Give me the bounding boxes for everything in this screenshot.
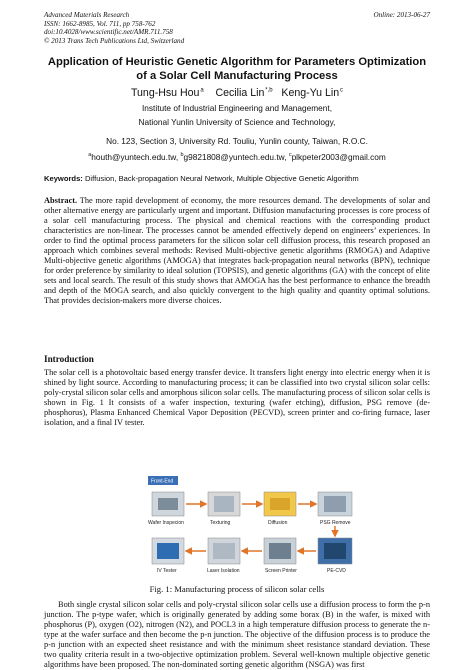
- step-pe-cvd-label: PE-CVD: [327, 568, 346, 574]
- author-1-mark: a: [200, 87, 204, 94]
- title-line-2: of a Solar Cell Manufacturing Process: [136, 69, 338, 82]
- abstract-label: Abstract.: [44, 196, 78, 205]
- step-wafer-inspection-label: Wafer Inspecion: [148, 520, 184, 526]
- step-texturing: [208, 492, 240, 526]
- step-psg-remove: [318, 492, 352, 526]
- keywords-label: Keywords:: [44, 174, 83, 183]
- author-3: Keng-Yu Lin: [281, 87, 340, 99]
- email-c-mark: c: [288, 152, 292, 158]
- copyright-line: © 2013 Trans Tech Publications Ltd, Switzerland: [44, 36, 185, 45]
- keywords: [44, 174, 432, 183]
- journal-header: [44, 11, 430, 45]
- step-pe-cvd: [318, 538, 352, 574]
- step-iv-tester: [152, 538, 184, 574]
- title-line-1: Application of Heuristic Genetic Algorithm for Parameters Optimization: [47, 56, 427, 68]
- intro-paragraph-1: The solar cell is a photovoltaic based energy transfer device. It transfers light energy into electric energy when it is shined by light source. According to manufacturing process; it can be classified into two crystal silicon solar cells: poly-crystal silicon solar cells and amorphous silicon solar cells. The manufacturing process of silicon solar cells is shown in Fig. 1 It consists of a wafer inspection, texturing (wafer etching), diffusion, PSG remove (de-phosphorus), Plasma Enhanced Chemical Vapor Deposition (PECVD), screen printer and co-firing furnace, laser isolation, and a final IV tester.: [44, 368, 430, 428]
- step-screen-printer-label: Screen Printer: [265, 568, 297, 574]
- email-c[interactable]: plkpeter2003@gmail.com: [291, 151, 386, 162]
- step-psg-remove-label: PSG Remove: [320, 520, 351, 526]
- issn-line: ISSN: 1662-8985, Vol. 711, pp 758-762: [44, 19, 156, 28]
- author-1: Tung-Hsu Hou: [130, 87, 200, 99]
- step-laser-isolation-label: Laser Isolation: [207, 568, 240, 574]
- keywords-text: Diffusion, Back-propagation Neural Network, Multiple Objective Genetic Algorithm: [84, 174, 359, 183]
- step-iv-tester-label: IV Tester: [157, 568, 177, 574]
- affiliation-line-1: Institute of Industrial Engineering and Management,: [141, 103, 333, 113]
- affiliation-line-2: National Yunlin University of Science and Technology,: [138, 117, 336, 127]
- front-end-label: Front-End: [151, 478, 174, 485]
- step-wafer-inspection: [148, 492, 184, 526]
- author-3-mark: c: [340, 87, 344, 94]
- email-a-mark: a: [88, 152, 92, 158]
- step-diffusion: [264, 492, 296, 526]
- step-screen-printer: [264, 538, 297, 574]
- step-laser-isolation: [207, 538, 240, 574]
- process-figure: [144, 474, 374, 578]
- section-heading-introduction: Introduction: [44, 354, 94, 364]
- step-diffusion-label: Diffusion: [268, 520, 288, 526]
- email-a[interactable]: houth@yuntech.edu.tw,: [91, 151, 179, 162]
- paper-title: [30, 56, 444, 83]
- doi-line[interactable]: doi:10.4028/www.scientific.net/AMR.711.758: [44, 28, 173, 37]
- intro-paragraph-2: Both single crystal silicon solar cells and poly-crystal silicon solar cells use a diffusion process to form the p-n junction. The p-type wafer, which is originally generated by adding some borax (B) in the wafer, is mixed with phosphorus (P), oxygen (O2), nitrogen (N2), and POCL3 in a high temperature diffusion process to generate the n-type at the wafer surface and then become the p-n junction. The objective of the diffusion process is to produce the p-n junction with an expected sheet resistance and with the minimum sheet resistance standard deviation. These two quality criteria result in a two-objective optimization problem. Several well-known multiple objective genetic algorithms have been proposed. The non-dominated sorting genetic algorithm (NSGA) was first: [44, 600, 430, 670]
- journal-name: Advanced Materials Research: [44, 11, 130, 19]
- online-date: Online: 2013-06-27: [373, 11, 430, 19]
- author-list: [30, 87, 444, 99]
- author-2-mark: *,b: [265, 87, 273, 94]
- step-texturing-label: Texturing: [210, 520, 231, 526]
- affiliation-line-3: No. 123, Section 3, University Rd. Touliu, Yunlin county, Taiwan, R.O.C.: [106, 136, 368, 146]
- email-b-mark: b: [180, 152, 184, 158]
- author-2: Cecilia Lin: [215, 87, 265, 99]
- email-b[interactable]: g9821808@yuntech.edu.tw,: [183, 151, 287, 162]
- figure-caption: Fig. 1: Manufacturing process of silicon solar cells: [149, 584, 325, 594]
- email-line: [30, 150, 444, 162]
- abstract: [44, 196, 430, 307]
- abstract-text: The more rapid development of economy, the more resources demand. The developments of solar and other alternative energy are particularly urgent and important. Diffusion manufacturing processes is core process of a solar cell manufacturing process. The physical and chemical reactions with the corresponding product characteristics are non-linear. The processes cannot be amended effectively depend on engineers’ experiences. In order to find the optimal process parameters for the silicon solar cell diffusion process, this research proposed an approach which combines several methods: Revised Multi-objective genetic algorithms (RMOGA) and Adaptive Multi-objective genetic algorithms (AMOGA) that integrates back-propagation neural networks (BPN), technique for order preference by similarity to ideal solution (TOPSIS), and genetic algorithms (GA) with the concept of elite sets and local search. The result of this study shows that AMOGA has the best performance to enhance the breadth and depth of the MOGA search, and also quickly convergent to the high quality and quantity optimal solutions. That provides decision-makers more diverse choices.: [44, 196, 430, 306]
